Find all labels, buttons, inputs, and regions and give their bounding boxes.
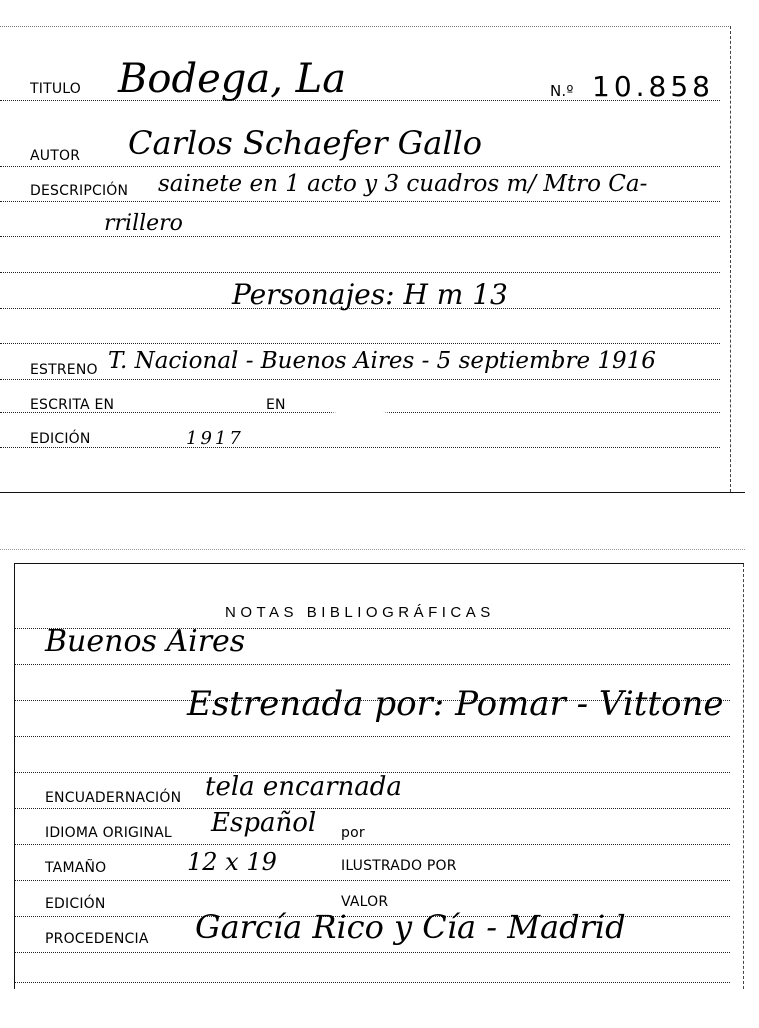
ruled-line: [15, 808, 730, 809]
card-separator: [0, 549, 745, 550]
procedencia-value: García Rico y Cía - Madrid: [195, 908, 626, 946]
ruled-line: [0, 379, 720, 380]
ruled-line: [0, 201, 720, 202]
numero-label: N.º: [550, 82, 574, 100]
procedencia-label: PROCEDENCIA: [45, 931, 149, 947]
autor-value: Carlos Schaefer Gallo: [128, 124, 483, 162]
ruled-line: [0, 236, 720, 237]
encuadernacion-label: ENCUADERNACIÓN: [45, 790, 182, 806]
ilustrado-label: ILUSTRADO POR: [341, 858, 457, 874]
ruled-line: [15, 880, 730, 881]
titulo-value: Bodega, La: [118, 56, 347, 102]
escrita-en-label: ESCRITA EN: [30, 397, 115, 413]
idioma-value: Español: [211, 808, 317, 838]
card-right-edge: [743, 564, 744, 989]
ruled-line: [0, 166, 720, 167]
escrita-en-secondary-label: EN: [266, 397, 286, 413]
edicion2-label: EDICIÓN: [45, 896, 106, 912]
card-right-edge: [730, 26, 731, 492]
ruled-line: [15, 952, 730, 953]
catalog-card-notes: [14, 563, 744, 989]
ruled-line: [15, 982, 730, 983]
notes-line-2: Estrenada por: Pomar - Vittone: [187, 684, 724, 724]
notes-line-1: Buenos Aires: [45, 624, 246, 659]
por-label: por: [341, 825, 365, 841]
ruled-line: [0, 447, 720, 448]
ruled-line: [0, 343, 720, 344]
estreno-value: T. Nacional - Buenos Aires - 5 septiembre 1916: [108, 348, 656, 374]
ruled-line: [0, 272, 720, 273]
tamano-label: TAMAÑO: [45, 860, 107, 876]
card-top-edge: [0, 26, 731, 27]
descripcion-label: DESCRIPCIÓN: [30, 183, 129, 199]
titulo-label: TITULO: [30, 81, 81, 97]
erasure-mark: [330, 396, 390, 426]
autor-label: AUTOR: [30, 148, 81, 164]
catalog-card-front: [0, 26, 745, 493]
edicion-label: EDICIÓN: [30, 431, 91, 447]
notas-heading: NOTAS BIBLIOGRÁFICAS: [225, 604, 495, 621]
numero-value: 10.858: [592, 70, 714, 103]
encuadernacion-value: tela encarnada: [205, 772, 402, 802]
ruled-line: [15, 664, 730, 665]
tamano-value: 12 x 19: [187, 848, 277, 876]
personajes-note: Personajes: H m 13: [232, 278, 508, 311]
estreno-label: ESTRENO: [30, 362, 98, 378]
descripcion-value-line2: rrillero: [104, 211, 183, 236]
ruled-line: [15, 736, 730, 737]
edicion-value: 1917: [186, 428, 244, 449]
idioma-label: IDIOMA ORIGINAL: [45, 825, 172, 841]
ruled-line: [15, 844, 730, 845]
valor-label: VALOR: [341, 894, 389, 910]
descripcion-value-line1: sainete en 1 acto y 3 cuadros m/ Mtro Ca-: [158, 171, 648, 197]
